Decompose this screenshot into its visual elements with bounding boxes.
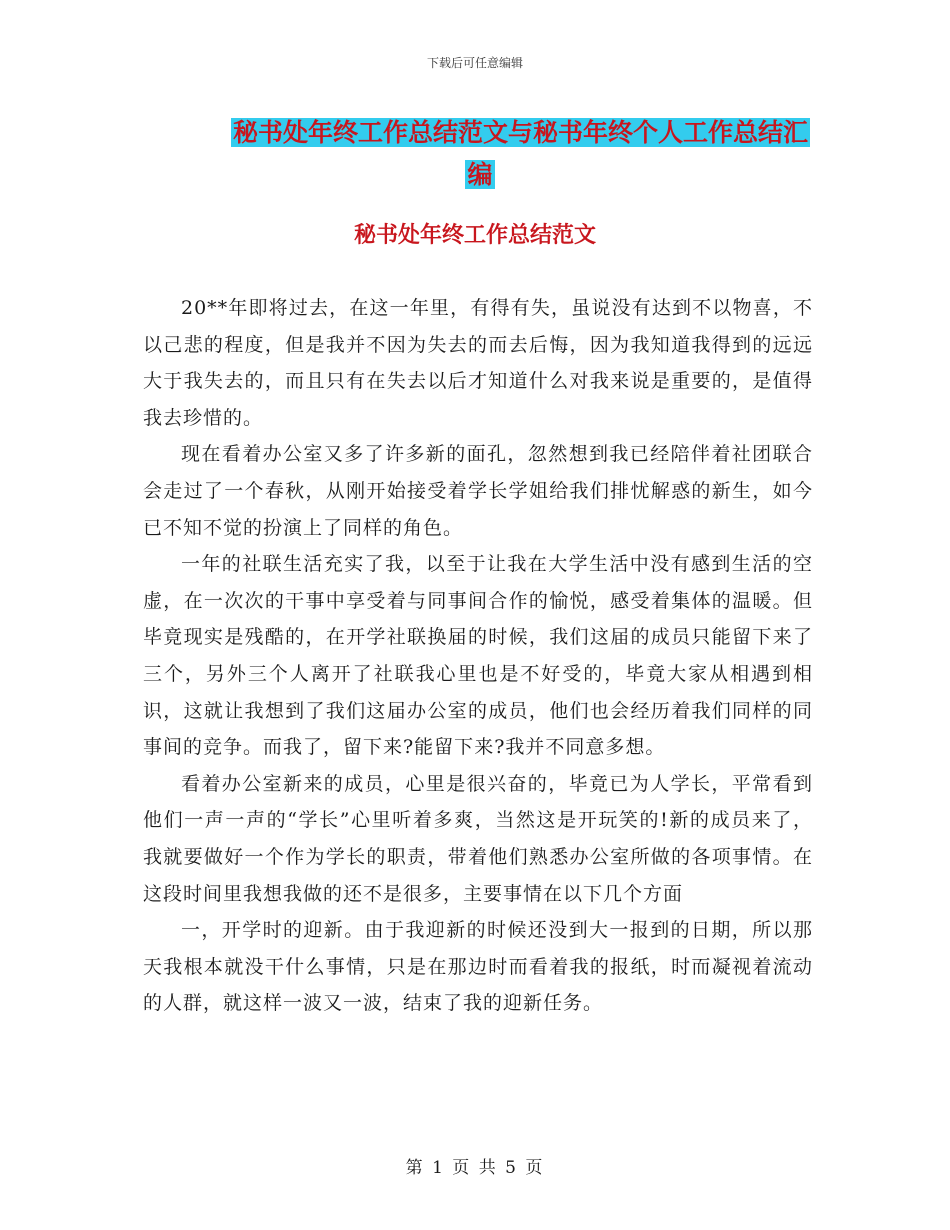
document-title — [150, 112, 810, 196]
title-highlight: 秘书处年终工作总结范文与秘书年终个人工作总结汇 — [232, 118, 808, 147]
paragraph: 20**年即将过去，在这一年里，有得有失，虽说没有达到不以物喜，不以己悲的程度，但是我并不因为失去的而去后悔，因为我知道我得到的远远大于我失去的，而且只有在失去以后才知道什么对我来说是重要的，是值得我去珍惜的。 — [143, 297, 813, 429]
title-highlight: 编 — [467, 160, 493, 189]
section-heading: 秘书处年终工作总结范文 — [353, 223, 596, 248]
page-number-footer: 第 1 页 共 5 页 — [405, 1158, 545, 1178]
paragraph: 现在看着办公室又多了许多新的面孔，忽然想到我已经陪伴着社团联合会走过了一个春秋，从刚开始接受着学长学姐给我们排忧解惑的新生，如今已不知不觉的扮演上了同样的角色。 — [143, 443, 813, 539]
paragraph: 看着办公室新来的成员，心里是很兴奋的，毕竟已为人学长，平常看到他们一声一声的“学长”心里听着多爽，当然这是开玩笑的!新的成员来了，我就要做好一个作为学长的职责，带着他们熟悉办公室所做的各项事情。在这段时间里我想我做的还不是很多，主要事情在以下几个方面 — [143, 772, 813, 905]
document-title-line-2 — [150, 154, 810, 196]
header-note: 下载后可任意编辑 — [426, 56, 523, 70]
document-title-line-1 — [150, 112, 810, 154]
body-text — [143, 290, 813, 1022]
paragraph: 一，开学时的迎新。由于我迎新的时候还没到大一报到的日期，所以那天我根本就没干什么事情，只是在那边时而看着我的报纸，时而凝视着流动的人群，就这样一波又一波，结束了我的迎新任务。 — [143, 919, 813, 1015]
paragraph: 一年的社联生活充实了我，以至于让我在大学生活中没有感到生活的空虚，在一次次的干事中享受着与同事间合作的愉悦，感受着集体的温暖。但毕竟现实是残酷的，在开学社联换届的时候，我们这届的成员只能留下来了三个，另外三个人离开了社联我心里也是不好受的，毕竟大家从相遇到相识，这就让我想到了我们这届办公室的成员，他们也会经历着我们同样的同事间的竞争。而我了，留下来?能留下来?我并不同意多想。 — [143, 553, 813, 759]
